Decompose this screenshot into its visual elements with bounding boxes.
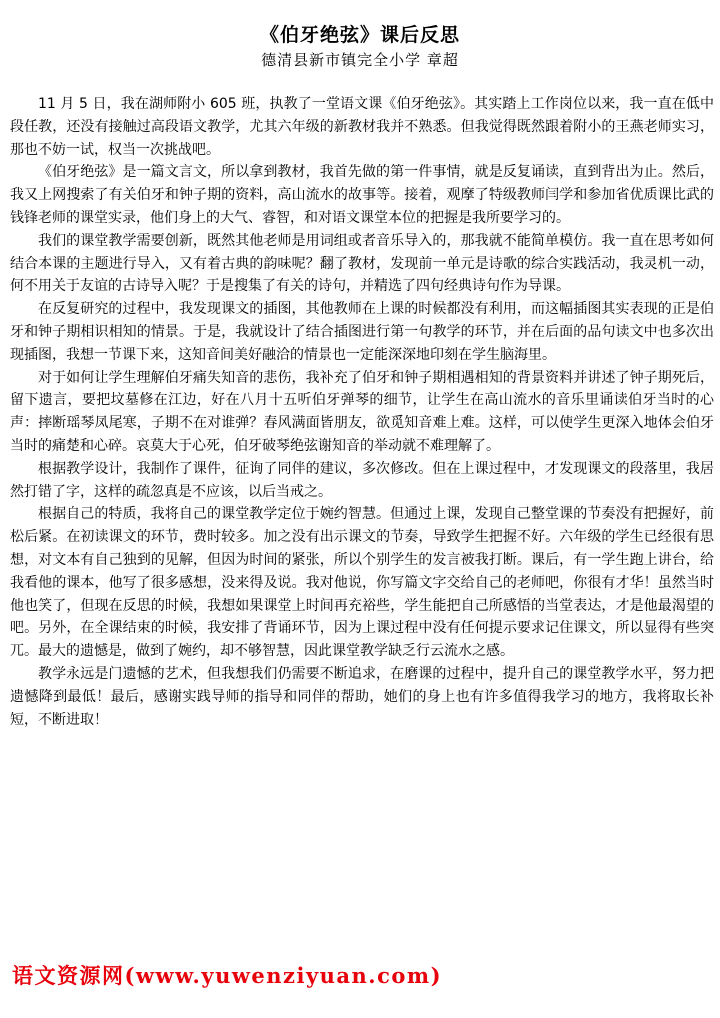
article-body (10, 93, 714, 731)
paragraph: 根据自己的特质，我将自己的课堂教学定位于婉约智慧。但通过上课，发现自己整堂课的节奏没有把握好，前松后紧。在初读课文的环节，费时较多。加之没有出示课文的节奏，导致学生把握不好。六年级的学生已经很有思想，对文本有自己独到的见解，但因为时间的紧张，所以个别学生的发言被我打断。课后，有一学生跑上讲台，给我看他的课本，他写了很多感想，没来得及说。我对他说，你写篇文字交给自己的老师吧，你很有才华！虽然当时他也笑了，但现在反思的时候，我想如果课堂上时间再充裕些，学生能把自己所感悟的当堂表达，才是他最渴望的吧。另外，在全课结束的时候，我安排了背诵环节，因为上课过程中没有任何提示要求记住课文，所以显得有些突兀。最大的遗憾是，做到了婉约，却不够智慧，因此课堂教学缺乏行云流水之感。 (10, 506, 714, 660)
paragraph: 11 月 5 日，我在湖师附小 605 班，执教了一堂语文课《伯牙绝弦》。其实踏上工作岗位以来，我一直在低中段任教，还没有接触过高段语文教学，尤其六年级的新教材我并不熟悉。但我觉得既然跟着附小的王燕老师实习，那也不妨一试，权当一次挑战吧。 (10, 96, 714, 158)
paragraph: 我们的课堂教学需要创新，既然其他老师是用词组或者音乐导入的，那我就不能简单模仿。我一直在思考如何结合本课的主题进行导入，又有着古典的韵味呢？翻了教材，发现前一单元是诗歌的综合实践活动，我灵机一动，何不用关于友谊的古诗导入呢？于是搜集了有关的诗句，并精选了四句经典诗句作为导课。 (10, 232, 714, 295)
paragraph: 根据教学设计，我制作了课件，征询了同伴的建议，多次修改。但在上课过程中，才发现课文的段落里，我居然打错了字，这样的疏忽真是不应该，以后当戒之。 (10, 460, 714, 500)
author-byline: 德清县新市镇完全小学 章超 (261, 51, 459, 69)
page-title: 《伯牙绝弦》课后反思 (259, 23, 460, 46)
paragraph: 教学永远是门遗憾的艺术，但我想我们仍需要不断追求，在磨课的过程中，提升自己的课堂教学水平，努力把遗憾降到最低！最后，感谢实践导师的指导和同伴的帮助，她们的身上也有许多值得我学习的地方，我将取长补短，不断进取！ (10, 665, 714, 728)
paragraph: 《伯牙绝弦》是一篇文言文，所以拿到教材，我首先做的第一件事情，就是反复诵读，直到背出为止。然后，我又上网搜索了有关伯牙和钟子期的资料，高山流水的故事等。接着，观摩了特级教师闫学和参加省优质课比武的钱锋老师的课堂实录，他们身上的大气、睿智，和对语文课堂本位的把握是我所要学习的。 (10, 164, 714, 226)
paragraph: 在反复研究的过程中，我发现课文的插图，其他教师在上课的时候都没有利用，而这幅插图其实表现的正是伯牙和钟子期相识相知的情景。于是，我就设计了结合插图进行第一句教学的环节，并在后面的品句读文中也多次出现插图，我想一节课下来，这知音间美好融洽的情景也一定能深深地印刻在学生脑海里。 (10, 301, 714, 363)
website-footer: 语文资源网(www.yuwenziyuan.com) (12, 963, 443, 988)
paragraph: 对于如何让学生理解伯牙痛失知音的悲伤，我补充了伯牙和钟子期相遇相知的背景资料并讲述了钟子期死后，留下遗言，要把坟墓修在江边，好在八月十五听伯牙弹琴的细节，让学生在高山流水的音乐里诵读伯牙当时的心声：摔断瑶琴凤尾寒，子期不在对谁弹？春风满面皆朋友，欲觅知音难上难。这样，可以使学生更深入地体会伯牙当时的痛楚和心碎。哀莫大于心死，伯牙破琴绝弦谢知音的举动就不难理解了。 (10, 369, 714, 454)
